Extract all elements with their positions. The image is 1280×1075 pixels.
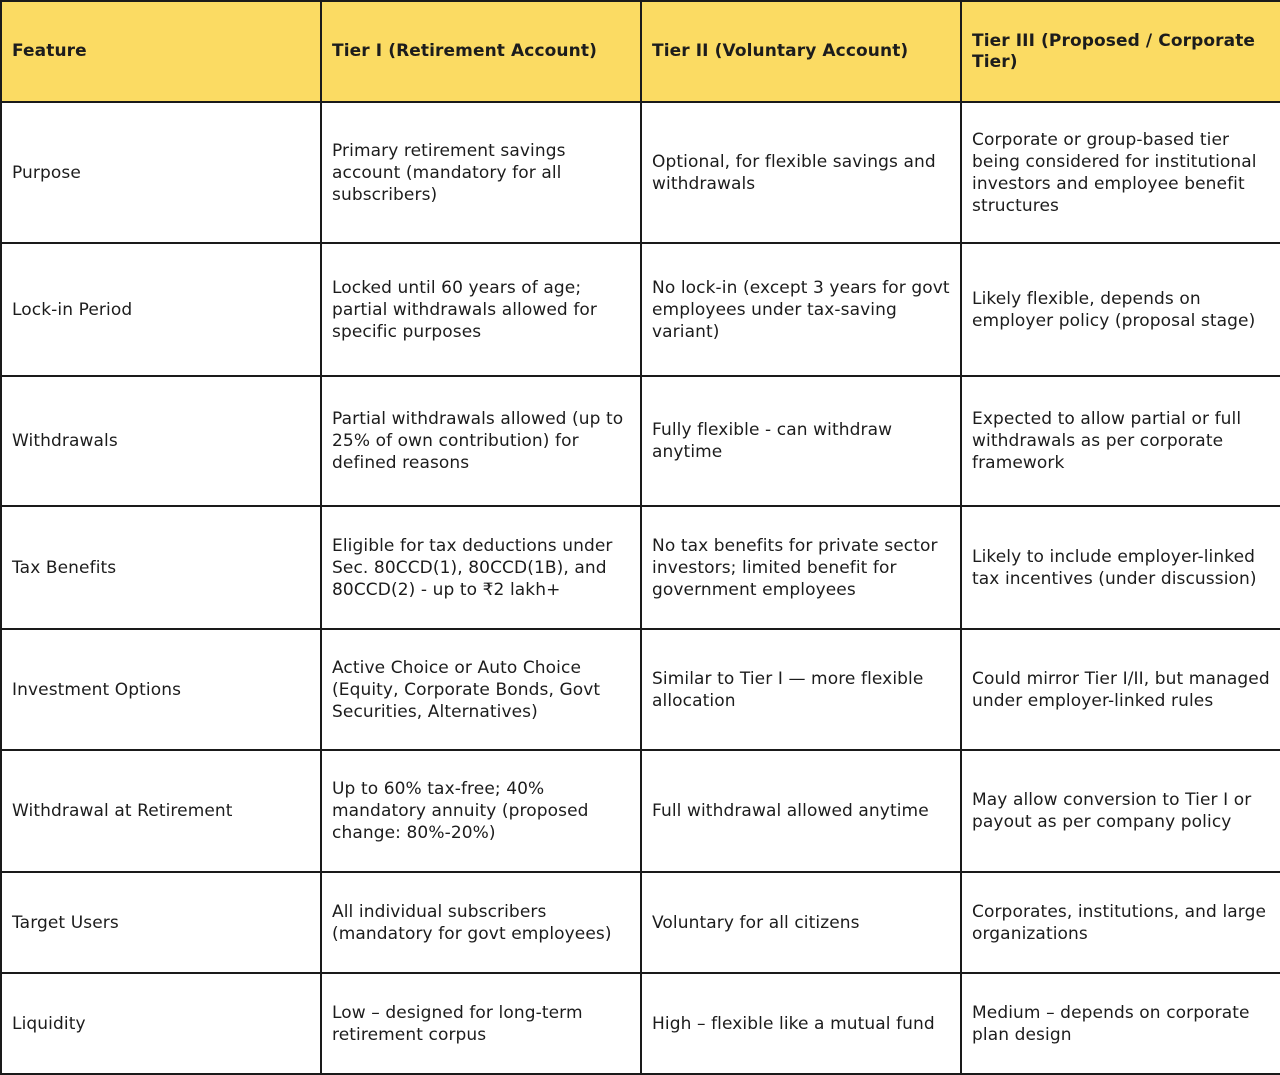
table-header [1,1,1280,102]
tier-3-cell: May allow conversion to Tier I or payout as per company policy [961,750,1280,872]
feature-cell: Liquidity [1,973,321,1074]
tier-3-cell: Likely flexible, depends on employer policy (proposal stage) [961,243,1280,376]
tier-3-cell: Expected to allow partial or full withdrawals as per corporate framework [961,376,1280,506]
feature-cell: Investment Options [1,629,321,750]
tier-1-cell: Primary retirement savings account (mandatory for all subscribers) [321,102,641,243]
feature-cell: Withdrawals [1,376,321,506]
header-tier-1: Tier I (Retirement Account) [321,1,641,102]
feature-cell: Purpose [1,102,321,243]
header-row [1,1,1280,102]
tier-1-cell: Locked until 60 years of age; partial withdrawals allowed for specific purposes [321,243,641,376]
table-row-withdrawal-at-retirement [1,750,1280,872]
tier-2-cell: No tax benefits for private sector investors; limited benefit for government employees [641,506,961,629]
table-body [1,102,1280,1074]
tier-2-cell: Similar to Tier I — more flexible allocation [641,629,961,750]
tier-2-cell: Fully flexible - can withdraw anytime [641,376,961,506]
table-row-purpose [1,102,1280,243]
tier-2-cell: No lock-in (except 3 years for govt employees under tax-saving variant) [641,243,961,376]
tier-1-cell: Up to 60% tax-free; 40% mandatory annuity (proposed change: 80%-20%) [321,750,641,872]
tier-1-cell: All individual subscribers (mandatory for govt employees) [321,872,641,973]
tier-3-cell: Corporate or group-based tier being considered for institutional investors and employee benefit structures [961,102,1280,243]
table-row-target-users [1,872,1280,973]
tier-2-cell: Optional, for flexible savings and withdrawals [641,102,961,243]
feature-cell: Target Users [1,872,321,973]
tier-1-cell: Active Choice or Auto Choice (Equity, Corporate Bonds, Govt Securities, Alternatives) [321,629,641,750]
tier-3-cell: Corporates, institutions, and large organizations [961,872,1280,973]
header-feature: Feature [1,1,321,102]
tier-1-cell: Low – designed for long-term retirement corpus [321,973,641,1074]
feature-cell: Withdrawal at Retirement [1,750,321,872]
tier-2-cell: Full withdrawal allowed anytime [641,750,961,872]
header-tier-3: Tier III (Proposed / Corporate Tier) [961,1,1280,102]
feature-cell: Lock-in Period [1,243,321,376]
tier-2-cell: Voluntary for all citizens [641,872,961,973]
header-tier-2: Tier II (Voluntary Account) [641,1,961,102]
table-row-liquidity [1,973,1280,1074]
table-row-withdrawals [1,376,1280,506]
tier-1-cell: Partial withdrawals allowed (up to 25% of own contribution) for defined reasons [321,376,641,506]
table-row-tax-benefits [1,506,1280,629]
feature-cell: Tax Benefits [1,506,321,629]
tier-2-cell: High – flexible like a mutual fund [641,973,961,1074]
tier-3-cell: Medium – depends on corporate plan design [961,973,1280,1074]
table-row-investment-options [1,629,1280,750]
tier-1-cell: Eligible for tax deductions under Sec. 80CCD(1), 80CCD(1B), and 80CCD(2) - up to ₹2 lakh+ [321,506,641,629]
table-row-lock-in-period [1,243,1280,376]
tier-3-cell: Could mirror Tier I/II, but managed under employer-linked rules [961,629,1280,750]
tier-3-cell: Likely to include employer-linked tax incentives (under discussion) [961,506,1280,629]
